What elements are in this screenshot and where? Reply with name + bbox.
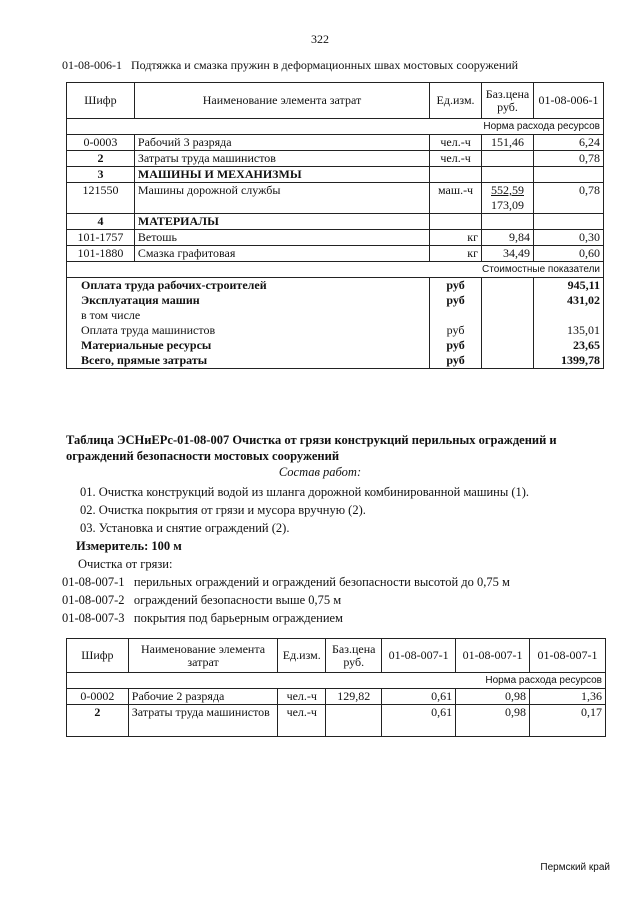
table-row: [67, 214, 604, 230]
row-unit: кг: [430, 230, 482, 246]
variant-text: ограждений безопасности выше 0,75 м: [133, 593, 342, 607]
norm-subheader: Норма расхода ресурсов: [67, 673, 606, 689]
row-norm: 0,60: [534, 246, 604, 262]
cost-name: Материальные ресурсы: [81, 338, 212, 352]
row-price: [482, 151, 534, 167]
variant-row: [62, 574, 510, 590]
col-norm-1: 01-08-007-1: [382, 639, 456, 673]
row-name: Смазка графитовая: [134, 246, 429, 262]
price-primary: 552,59: [491, 183, 524, 197]
row-unit: чел.-ч: [278, 689, 326, 705]
col-norm: 01-08-006-1: [534, 83, 604, 119]
work-item: 03. Установка и снятие ограждений (2).: [80, 521, 290, 535]
cost-name: Всего, прямые затраты: [81, 353, 208, 367]
row-unit: чел.-ч: [430, 151, 482, 167]
row-price: 129,82: [326, 689, 382, 705]
row-name: МАШИНЫ И МЕХАНИЗМЫ: [134, 167, 429, 183]
row-norm-1: 0,61: [382, 689, 456, 705]
variant-row: [62, 592, 341, 608]
row-price: [326, 705, 382, 737]
row-name: МАТЕРИАЛЫ: [134, 214, 429, 230]
work-item: 02. Очистка покрытия от грязи и мусора вручную (2).: [80, 503, 366, 517]
cost-name: Эксплуатация машин: [81, 293, 200, 307]
row-name: Затраты труда машинистов: [134, 151, 429, 167]
row-norm: 0,78: [534, 183, 604, 214]
row-code: 101-1880: [67, 246, 135, 262]
row-code: 0-0003: [67, 135, 135, 151]
table-row: [67, 135, 604, 151]
table2-title: Таблица ЭСНиЕРс-01-08-007 Очистка от грязи конструкций перильных ограждений и ограждений безопасности мостовых сооружений: [66, 433, 557, 463]
cost-row: [67, 353, 604, 369]
row-code: 101-1757: [67, 230, 135, 246]
row-price: 9,84: [482, 230, 534, 246]
row-name: Затраты труда машинистов: [128, 705, 278, 737]
row-norm-3: 1,36: [530, 689, 606, 705]
table-row: [67, 151, 604, 167]
cost-unit: руб: [430, 323, 482, 338]
page-number: 322: [311, 32, 329, 46]
row-code: 3: [67, 167, 135, 183]
meter-label: Измеритель: 100 м: [76, 539, 182, 553]
cost-unit: руб: [430, 353, 482, 369]
table-row: [67, 230, 604, 246]
clean-heading: Очистка от грязи:: [78, 557, 173, 571]
row-name: Рабочий 3 разряда: [134, 135, 429, 151]
row-code: 121550: [67, 183, 135, 214]
row-code: 0-0002: [67, 689, 129, 705]
row-price: [482, 183, 534, 214]
col-norm-3: 01-08-007-1: [530, 639, 606, 673]
cost-value: 945,11: [534, 278, 604, 294]
cost-row: [67, 323, 604, 338]
cost-row: [67, 278, 604, 294]
table-row: [67, 167, 604, 183]
col-unit: Ед.изм.: [278, 639, 326, 673]
cost-name: Оплата труда рабочих-строителей: [81, 278, 267, 292]
cost-unit: руб: [430, 338, 482, 353]
cost-subheader: Стоимостные показатели: [67, 262, 604, 278]
col-unit: Ед.изм.: [430, 83, 482, 119]
variant-text: перильных ограждений и ограждений безопасности высотой до 0,75 м: [133, 575, 510, 589]
row-norm: 0,78: [534, 151, 604, 167]
col-norm-2: 01-08-007-1: [456, 639, 530, 673]
section-heading: [62, 58, 518, 73]
cost-row: [67, 308, 604, 323]
col-code: Шифр: [67, 639, 129, 673]
row-norm-3: 0,17: [530, 705, 606, 737]
work-heading: Состав работ:: [278, 465, 362, 479]
section-code: 01-08-006-1: [62, 58, 122, 72]
cost-value: 23,65: [534, 338, 604, 353]
table-header: [67, 83, 604, 119]
cost-row: [67, 293, 604, 308]
cost-value: 1399,78: [534, 353, 604, 369]
norm-subheader: Норма расхода ресурсов: [67, 119, 604, 135]
resource-table-2: [66, 638, 606, 737]
row-price: 34,49: [482, 246, 534, 262]
work-item: 01. Очистка конструкций водой из шланга дорожной комбинированной машины (1).: [80, 485, 530, 499]
row-norm-1: 0,61: [382, 705, 456, 737]
cost-unit: руб: [430, 293, 482, 308]
resource-table-1: [66, 82, 604, 369]
row-unit: чел.-ч: [278, 705, 326, 737]
row-code: 2: [67, 151, 135, 167]
row-norm: 0,30: [534, 230, 604, 246]
row-norm-2: 0,98: [456, 705, 530, 737]
row-code: 2: [67, 705, 129, 737]
table-header: [67, 639, 606, 673]
row-unit: кг: [430, 246, 482, 262]
row-norm-2: 0,98: [456, 689, 530, 705]
row-name: Рабочие 2 разряда: [128, 689, 278, 705]
variant-code: 01-08-007-1: [62, 575, 125, 589]
table-row: [67, 689, 606, 705]
variant-code: 01-08-007-3: [62, 611, 125, 625]
cost-unit: руб: [430, 278, 482, 294]
col-name: Наименование элемента затрат: [134, 83, 429, 119]
col-price: Баз.цена руб.: [326, 639, 382, 673]
footer-region: Пермский край: [540, 862, 610, 873]
row-norm: 6,24: [534, 135, 604, 151]
cost-value: 135,01: [534, 323, 604, 338]
variant-text: покрытия под барьерным ограждением: [133, 611, 343, 625]
col-price: Баз.цена руб.: [482, 83, 534, 119]
row-unit: маш.-ч: [430, 183, 482, 214]
row-name: Ветошь: [134, 230, 429, 246]
cost-name: Оплата труда машинистов: [81, 323, 216, 337]
section-title: Подтяжка и смазка пружин в деформационных швах мостовых сооружений: [131, 58, 519, 72]
cost-value: 431,02: [534, 293, 604, 308]
col-code: Шифр: [67, 83, 135, 119]
table-row: [67, 183, 604, 214]
variant-row: [62, 610, 343, 626]
row-price: 151,46: [482, 135, 534, 151]
price-secondary: 173,09: [491, 198, 524, 212]
col-name: Наименование элемента затрат: [128, 639, 278, 673]
row-unit: чел.-ч: [430, 135, 482, 151]
row-name: Машины дорожной службы: [134, 183, 429, 214]
cost-row: [67, 338, 604, 353]
table-row: [67, 246, 604, 262]
row-code: 4: [67, 214, 135, 230]
variant-code: 01-08-007-2: [62, 593, 125, 607]
cost-name: в том числе: [81, 308, 141, 322]
table-row: [67, 705, 606, 737]
